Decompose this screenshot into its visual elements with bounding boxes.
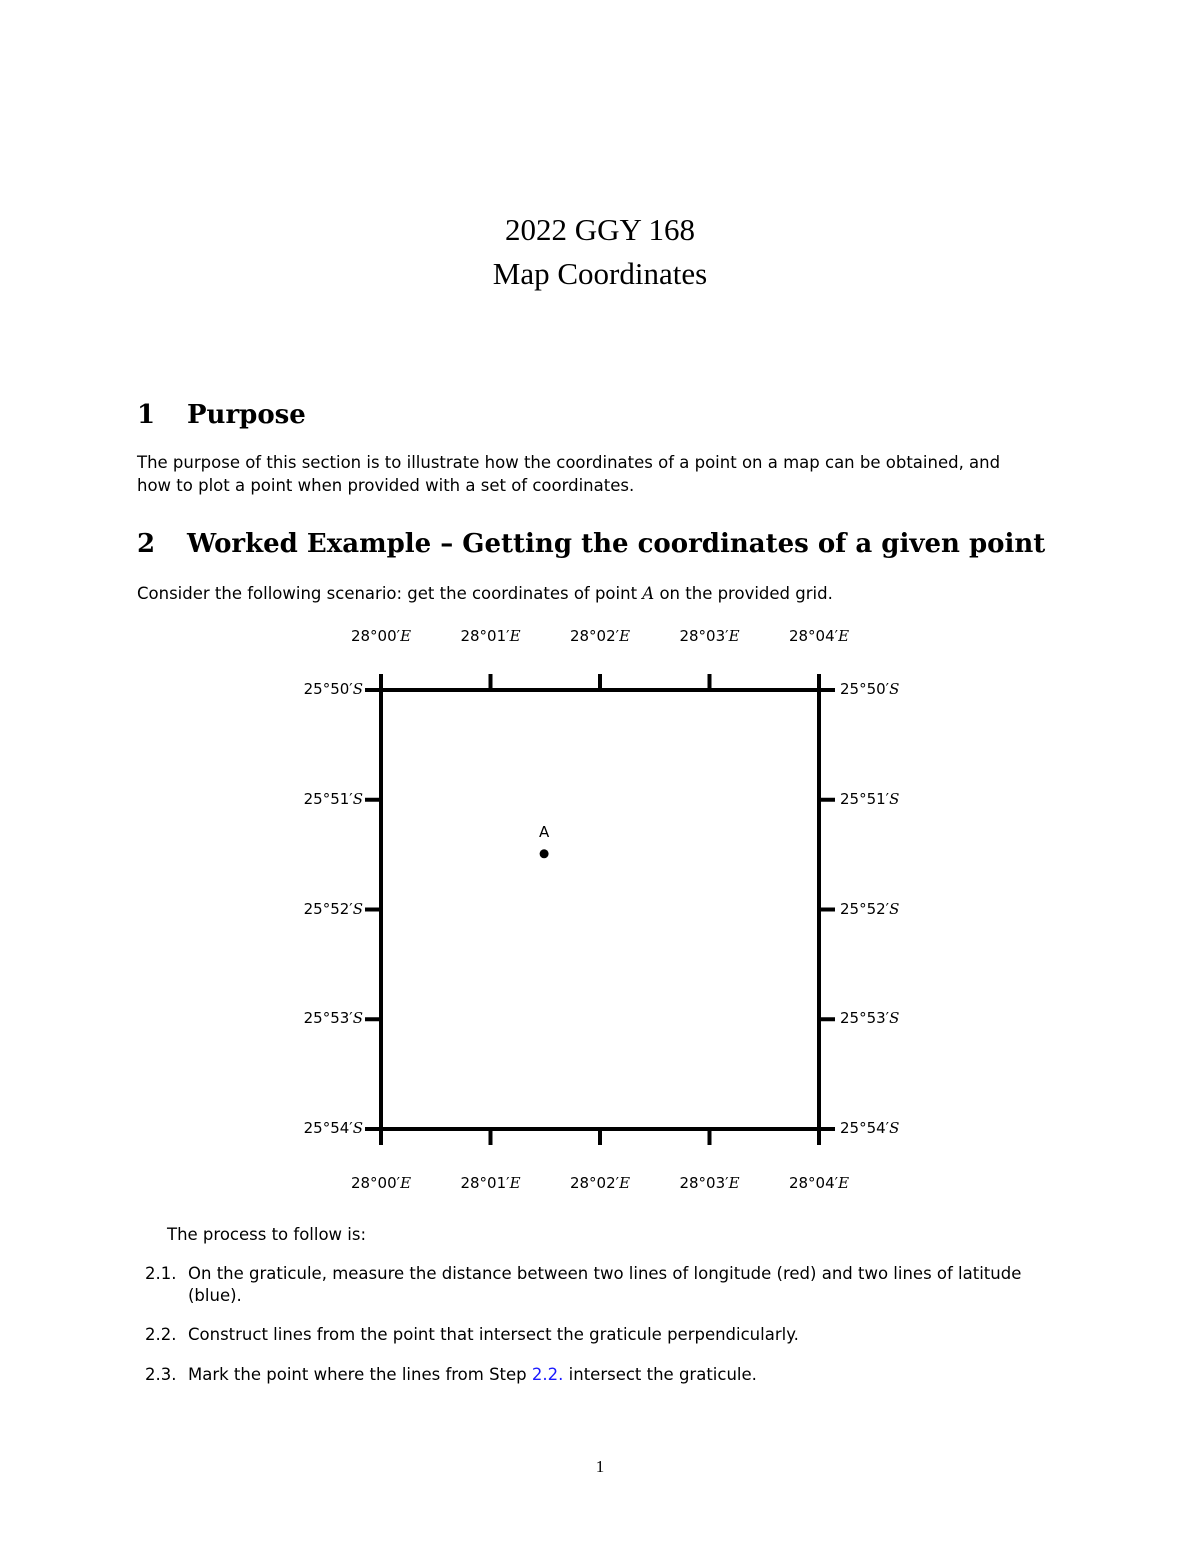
hemisphere-letter: E — [400, 627, 412, 645]
coordinate-value: 25°50′ — [303, 680, 353, 698]
coordinate-value: 25°53′ — [303, 1009, 353, 1028]
latitude-label-left — [243, 1119, 363, 1137]
hemisphere-letter: S — [352, 1119, 363, 1137]
coordinate-value: 25°51′ — [303, 789, 353, 808]
intro-text: on the provided grid. — [654, 584, 833, 603]
section-1-title: Purpose — [187, 400, 306, 430]
coordinate-value: 28°02′ — [569, 1174, 620, 1192]
graticule-frame — [381, 690, 819, 1129]
process-intro: The process to follow is: — [167, 1225, 367, 1244]
section-2-title: Worked Example – Getting the coordinates of a given point — [187, 529, 1046, 559]
section-2-heading — [137, 529, 1045, 559]
section-1-number: 1 — [137, 400, 156, 430]
coordinate-value: 28°04′ — [788, 1174, 839, 1192]
hemisphere-letter: S — [352, 680, 363, 698]
coordinate-value: 28°00′ — [350, 1174, 401, 1192]
coordinate-value: 28°01′ — [460, 1174, 510, 1192]
longitude-label-bottom — [650, 1174, 770, 1192]
longitude-label-bottom — [540, 1174, 660, 1192]
hemisphere-letter: S — [352, 1009, 363, 1028]
latitude-label-right — [840, 1009, 899, 1027]
step-2 — [145, 1324, 1070, 1346]
step-1 — [145, 1263, 1070, 1307]
longitude-label-top — [759, 627, 879, 645]
step-2-2-link[interactable]: 2.2. — [531, 1365, 564, 1384]
step-text-part: Mark the point where the lines from Step — [188, 1365, 532, 1384]
coordinate-value: 28°01′ — [460, 627, 510, 645]
paragraph-line: how to plot a point when provided with a set of coordinates. — [137, 476, 635, 495]
point-a-marker — [540, 849, 549, 858]
coordinate-value: 28°03′ — [679, 1174, 729, 1192]
hemisphere-letter: S — [889, 680, 900, 698]
latitude-label-left — [243, 680, 363, 698]
hemisphere-letter: E — [400, 1174, 412, 1192]
coordinate-value: 25°54′ — [840, 1119, 890, 1137]
hemisphere-letter: E — [838, 1174, 850, 1192]
longitude-label-top — [431, 627, 551, 645]
paragraph-line: The purpose of this section is to illustrate how the coordinates of a point on a map can be obtained, and — [137, 453, 1001, 472]
longitude-label-top — [650, 627, 770, 645]
document-title: 2022 GGY 168 — [504, 212, 695, 247]
coordinate-value: 25°51′ — [840, 789, 890, 808]
coordinate-value: 25°53′ — [840, 1009, 890, 1028]
step-text — [188, 1364, 1070, 1386]
step-number: 2.1. — [145, 1264, 177, 1283]
coordinate-value: 28°03′ — [679, 627, 729, 645]
hemisphere-letter: E — [838, 627, 850, 645]
latitude-label-right — [840, 1119, 899, 1137]
hemisphere-letter: S — [352, 789, 363, 808]
latitude-label-left — [243, 790, 363, 808]
coordinate-value: 25°54′ — [303, 1119, 353, 1137]
hemisphere-letter: S — [889, 899, 900, 918]
hemisphere-letter: E — [619, 1174, 631, 1192]
section-2-number: 2 — [137, 529, 156, 559]
step-number: 2.3. — [145, 1365, 177, 1384]
step-3 — [145, 1364, 1070, 1386]
hemisphere-letter: S — [352, 899, 363, 918]
hemisphere-letter: E — [619, 627, 631, 645]
longitude-label-bottom — [759, 1174, 879, 1192]
longitude-label-bottom — [431, 1174, 551, 1192]
hemisphere-letter: E — [509, 627, 521, 645]
hemisphere-letter: E — [728, 627, 740, 645]
coordinate-value: 28°04′ — [788, 627, 839, 645]
coordinate-value: 25°52′ — [303, 899, 353, 918]
section-2-intro — [137, 582, 1067, 605]
step-text-part: intersect the graticule. — [563, 1365, 757, 1384]
document-subtitle: Map Coordinates — [492, 256, 708, 291]
latitude-label-right — [840, 790, 899, 808]
coordinate-value: 25°50′ — [840, 680, 890, 698]
section-1-paragraph — [137, 451, 1067, 497]
coordinate-value: 28°02′ — [569, 627, 620, 645]
step-number: 2.2. — [145, 1325, 177, 1344]
point-variable: A — [642, 584, 655, 603]
latitude-label-right — [840, 900, 899, 918]
section-1-heading — [137, 400, 306, 430]
longitude-label-bottom — [321, 1174, 441, 1192]
latitude-label-left — [243, 900, 363, 918]
longitude-label-top — [540, 627, 660, 645]
point-a-label: A — [538, 822, 550, 841]
step-text: On the graticule, measure the distance between two lines of longitude (red) and two lines of latitude (blue). — [188, 1264, 1022, 1305]
latitude-label-left — [243, 1009, 363, 1027]
hemisphere-letter: E — [728, 1174, 740, 1192]
hemisphere-letter: E — [509, 1174, 521, 1192]
hemisphere-letter: S — [889, 1009, 900, 1028]
coordinate-value: 25°52′ — [840, 899, 890, 918]
page-number: 1 — [595, 1457, 605, 1476]
step-text: Construct lines from the point that intersect the graticule perpendicularly. — [188, 1325, 799, 1344]
intro-text: Consider the following scenario: get the coordinates of point — [137, 584, 643, 603]
hemisphere-letter: S — [889, 1119, 900, 1137]
hemisphere-letter: S — [889, 789, 900, 808]
latitude-label-right — [840, 680, 899, 698]
coordinate-value: 28°00′ — [350, 627, 401, 645]
longitude-label-top — [321, 627, 441, 645]
